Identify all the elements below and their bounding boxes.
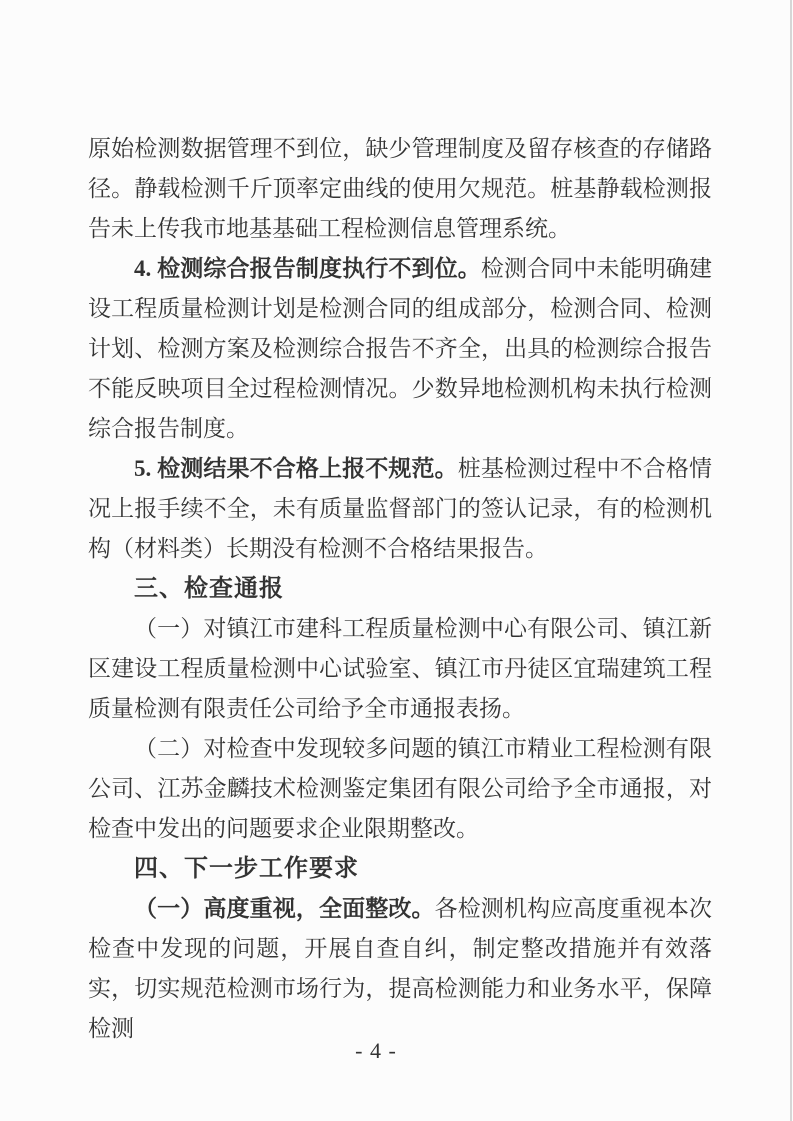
paragraph-item-5 (88, 449, 712, 569)
item-4-lead-bold: 4. 检测综合报告制度执行不到位。 (134, 256, 481, 281)
scan-edge-artifact (790, 0, 792, 1121)
paragraph-continuation (88, 129, 712, 249)
section-heading-text: 四、下一步工作要求 (134, 855, 359, 882)
rectification-body-text: 各检测机构应高度重视本次检查中发现的问题，开展自查自纠，制定整改措施并有效落实，切实规范检测市场行为，提高检测能力和业务水平，保障检测 (88, 896, 712, 1041)
rectification-lead-emphasis: （一）高度重视，全面整改。 (134, 896, 435, 921)
item-5-lead-bold: 5. 检测结果不合格上报不规范。 (134, 456, 458, 481)
page-number: - 4 - (355, 1038, 397, 1063)
paragraph-text: （一）对镇江市建科工程质量检测中心有限公司、镇江新区建设工程质量检测中心试验室、镇江市丹徒区宜瑞建筑工程质量检测有限责任公司给予全市通报表扬。 (88, 616, 712, 721)
paragraph-text: （二）对检查中发现较多问题的镇江市精业工程检测有限公司、江苏金麟技术检测鉴定集团有限公司给予全市通报，对检查中发出的问题要求企业限期整改。 (88, 736, 712, 841)
paragraph-text: 原始检测数据管理不到位，缺少管理制度及留存核查的存储路径。静载检测千斤顶率定曲线的使用欠规范。桩基静载检测报告未上传我市地基基础工程检测信息管理系统。 (88, 136, 712, 241)
paragraph-rectification (88, 889, 712, 1049)
item-5-body-text: 桩基检测过程中不合格情况上报手续不全，未有质量监督部门的签认记录，有的检测机构（材料类）长期没有检测不合格结果报告。 (88, 456, 712, 561)
paragraph-commendation (88, 609, 712, 729)
item-4-body-text: 检测合同中未能明确建设工程质量检测计划是检测合同的组成部分，检测合同、检测计划、检测方案及检测综合报告不齐全，出具的检测综合报告不能反映项目全过程检测情况。少数异地检测机构未执行检测综合报告制度。 (88, 256, 712, 441)
paragraph-criticism (88, 729, 712, 849)
section-heading-inspection-report (88, 569, 712, 609)
section-heading-next-steps (88, 849, 712, 889)
document-body (88, 129, 712, 1049)
section-heading-text: 三、检查通报 (134, 575, 284, 602)
paragraph-item-4 (88, 249, 712, 449)
